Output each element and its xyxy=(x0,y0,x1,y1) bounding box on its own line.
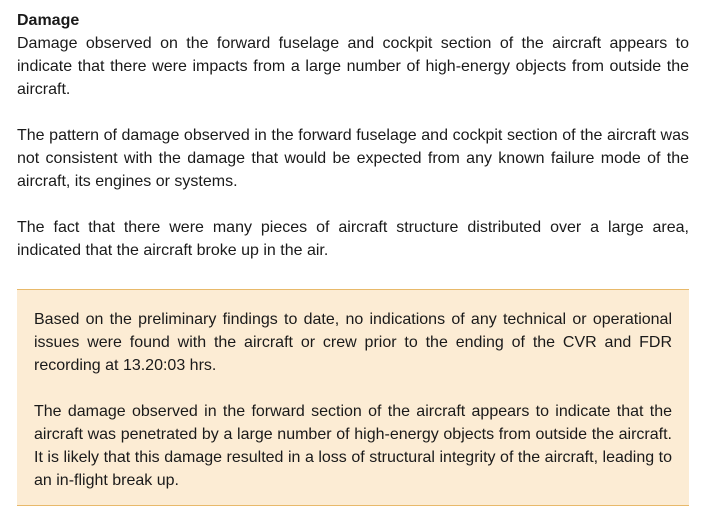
damage-paragraph-2: The pattern of damage observed in the forward fuselage and cockpit section of the aircraft was not consistent with the damage that would be expected from any known failure mode of the aircraft, its engines or systems. xyxy=(17,127,689,190)
damage-section xyxy=(17,9,689,262)
section-heading: Damage xyxy=(17,12,80,29)
damage-paragraph-1: Damage observed on the forward fuselage and cockpit section of the aircraft appears to indicate that there were impacts from a large number of high-energy objects from outside the aircraft. xyxy=(17,35,689,98)
summary-paragraph-1: Based on the preliminary findings to date, no indications of any technical or operational issues were found with the aircraft or crew prior to the ending of the CVR and FDR recording at 13.20:03 hrs. xyxy=(34,311,672,374)
findings-summary-box xyxy=(17,289,689,506)
damage-paragraph-3: The fact that there were many pieces of aircraft structure distributed over a large area, indicated that the aircraft broke up in the air. xyxy=(17,219,689,259)
summary-paragraph-2: The damage observed in the forward section of the aircraft appears to indicate that the aircraft was penetrated by a large number of high-energy objects from outside the aircraft. It is likely that this damage resulted in a loss of structural integrity of the aircraft, leading to an in-flight break up. xyxy=(34,403,672,489)
